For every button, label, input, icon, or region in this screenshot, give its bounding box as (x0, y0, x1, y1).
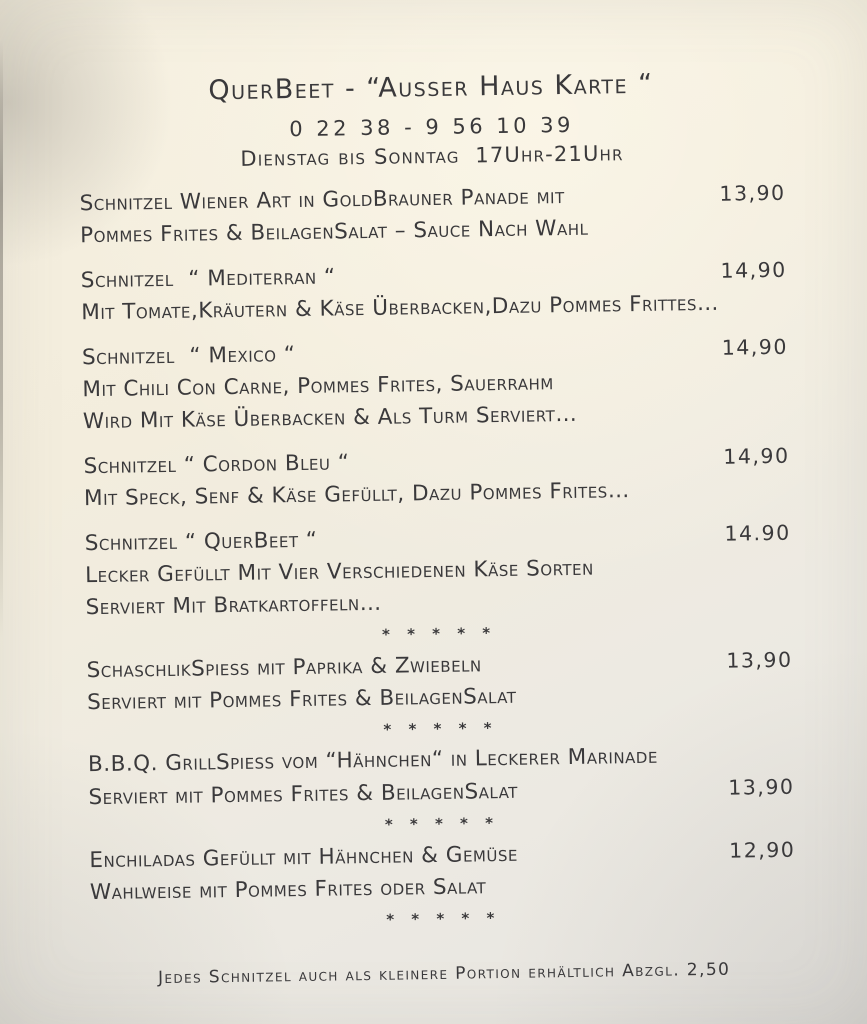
item-price: 13,90 (726, 647, 793, 673)
footer-note: Jedes Schnitzel auch als kleinere Portion erhältlich Abzgl. 2,50 (157, 959, 731, 989)
item-text: Schnitzel “ Mediterran “ (80, 264, 336, 294)
item-text: Serviert mit Pommes Frites & BeilagenSalat (86, 683, 517, 716)
menu-item (79, 177, 786, 252)
menu-item (83, 440, 790, 515)
menu-item (88, 739, 795, 814)
item-text: SchaschlikSpiess mit Paprika & Zwiebeln (86, 652, 482, 684)
item-price: 12,90 (728, 837, 796, 863)
item-price: 14,90 (723, 443, 790, 469)
item-text: Schnitzel “ Mexico “ (81, 342, 296, 371)
opening-hours: Dienstag bis Sonntag 17Uhr-21Uhr (240, 141, 624, 171)
menu-header (78, 65, 785, 175)
item-text: Wahlweise mit Pommes Frites oder Salat (89, 874, 487, 906)
item-text: Lecker Gefüllt Mit Vier Verschiedenen Käse Sorten (85, 555, 594, 589)
item-text: Schnitzel “ QuerBeet “ (84, 527, 318, 557)
phone-number: 0 22 38 - 9 56 10 39 (289, 112, 575, 142)
item-text: Mit Chili Con Carne, Pommes Frites, Sauerrahm (82, 370, 554, 403)
item-price: 13,90 (728, 774, 795, 800)
item-price: 14,90 (720, 257, 787, 283)
item-price: 14.90 (724, 520, 791, 546)
item-text: Schnitzel “ Cordon Bleu “ (83, 450, 350, 480)
item-text: Serviert Mit Bratkartoffeln… (85, 590, 382, 621)
menu-items (79, 177, 796, 939)
item-text: Serviert mit Pommes Frites & BeilagenSalat (88, 778, 519, 811)
menu-item (89, 834, 796, 909)
menu-item (82, 331, 789, 438)
section-separator: * * * * * (386, 909, 501, 929)
item-text: Schnitzel Wiener Art in GoldBrauner Panade mit (79, 184, 565, 217)
item-text: Mit Speck, Senf & Käse Gefüllt, Dazu Pommes Frites… (83, 478, 630, 512)
item-text: B.B.Q. GrillSpiess vom “Hähnchen“ in Leckerer Marinade (87, 743, 659, 778)
section-separator: * * * * * (383, 719, 498, 739)
menu-item (84, 517, 791, 624)
item-price: 14,90 (721, 334, 789, 360)
item-text: Pommes Frites & BeilagenSalat – Sauce Nach Wahl (79, 215, 589, 249)
section-separator: * * * * * (384, 814, 500, 834)
item-text: Enchiladas Gefüllt mit Hähnchen & Gemüse (89, 841, 519, 874)
section-separator: * * * * * (381, 624, 497, 644)
item-text: Wird Mit Käse Überbacken & Als Turm Serviert… (82, 401, 578, 435)
menu-title: QuerBeet - “Ausser Haus Karte “ (208, 68, 654, 107)
item-text: Mit Tomate,Kräutern & Käse Überbacken,Dazu Pommes Frittes… (81, 290, 720, 326)
menu-item (81, 254, 788, 329)
item-price: 13,90 (719, 180, 786, 206)
menu-item (86, 644, 793, 719)
